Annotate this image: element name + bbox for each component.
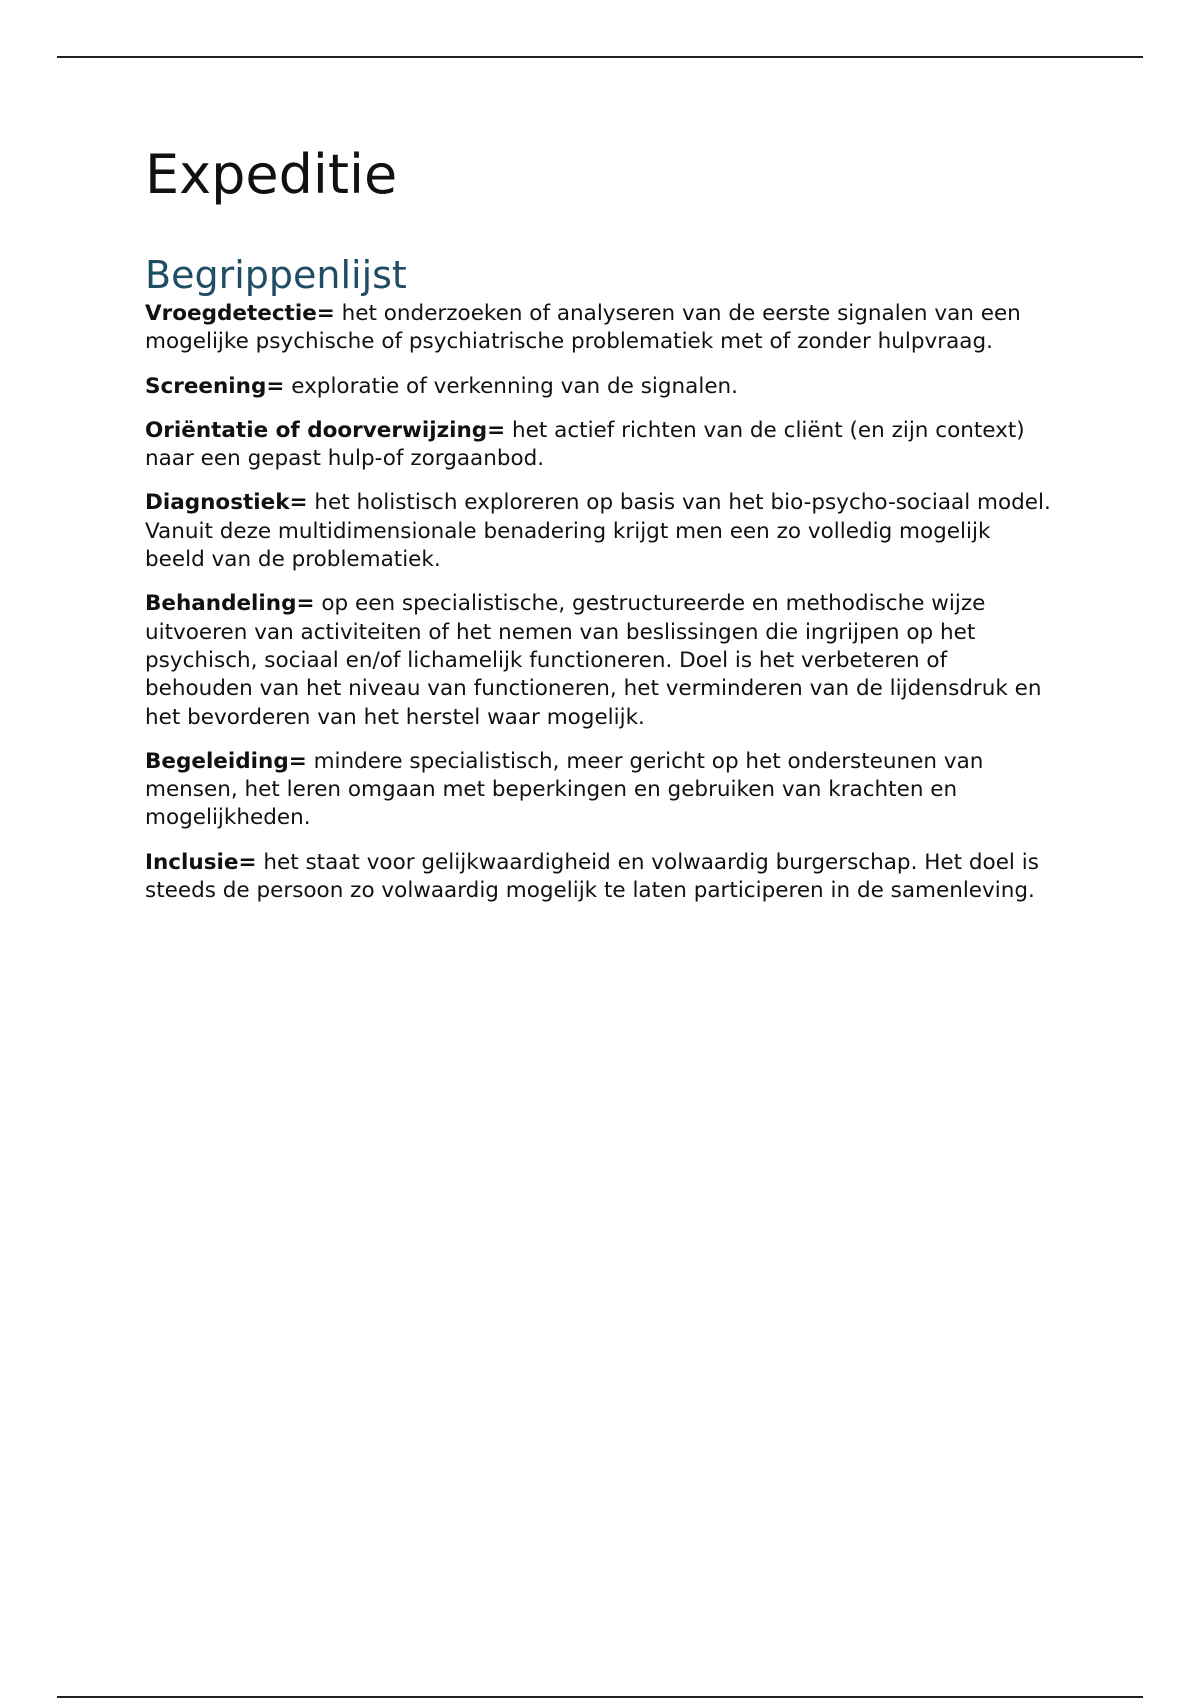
term-label: Begeleiding=: [145, 748, 307, 774]
term-definition: het actief richten van de cliënt (en zijn context) naar een gepast hulp-of zorgaanbod.: [145, 417, 1025, 472]
section-heading: Begrippenlijst: [145, 253, 407, 297]
term-screening: [145, 373, 1055, 401]
term-label: Diagnostiek=: [145, 490, 308, 516]
term-behandeling: [145, 590, 1055, 731]
term-definition: op een specialistische, gestructureerde en methodische wijze uitvoeren van activiteiten of het nemen van beslissingen die ingrijpen op het psychisch, sociaal en/of lichamelijk functioneren. Doel is het verbeteren of behouden van het niveau van functioneren, het verminderen van de lijdensdruk en het bevorderen van het herstel waar mogelijk.: [145, 591, 1042, 730]
footer-rule: [57, 1696, 1143, 1698]
term-vroegdetectie: [145, 300, 1055, 357]
term-inclusie: [145, 849, 1055, 906]
term-definition: het staat voor gelijkwaardigheid en volwaardig burgerschap. Het doel is steeds de persoon zo volwaardig mogelijk te laten participeren in de samenleving.: [145, 849, 1039, 904]
term-begeleiding: [145, 748, 1055, 833]
term-orientatie: [145, 417, 1055, 474]
term-definition: exploratie of verkenning van de signalen.: [284, 373, 739, 399]
term-definition: mindere specialistisch, meer gericht op het ondersteunen van mensen, het leren omgaan met beperkingen en gebruiken van krachten en mogelijkheden.: [145, 748, 984, 831]
document-title: Expeditie: [145, 143, 398, 206]
term-diagnostiek: [145, 489, 1055, 574]
term-definition: het onderzoeken of analyseren van de eerste signalen van een mogelijke psychische of psychiatrische problematiek met of zonder hulpvraag.: [145, 301, 1021, 355]
term-label: Screening=: [145, 373, 285, 399]
term-label: Behandeling=: [145, 591, 315, 617]
term-label: Inclusie=: [145, 849, 257, 875]
document-page: [145, 140, 1055, 921]
term-definition: het holistisch exploreren op basis van het bio-psycho-sociaal model. Vanuit deze multidimensionale benadering krijgt men een zo volledig mogelijk beeld van de problematiek.: [145, 490, 1051, 573]
term-label: Oriëntatie of doorverwijzing=: [145, 417, 506, 443]
header-rule: [57, 56, 1143, 58]
term-label: Vroegdetectie=: [145, 301, 335, 326]
